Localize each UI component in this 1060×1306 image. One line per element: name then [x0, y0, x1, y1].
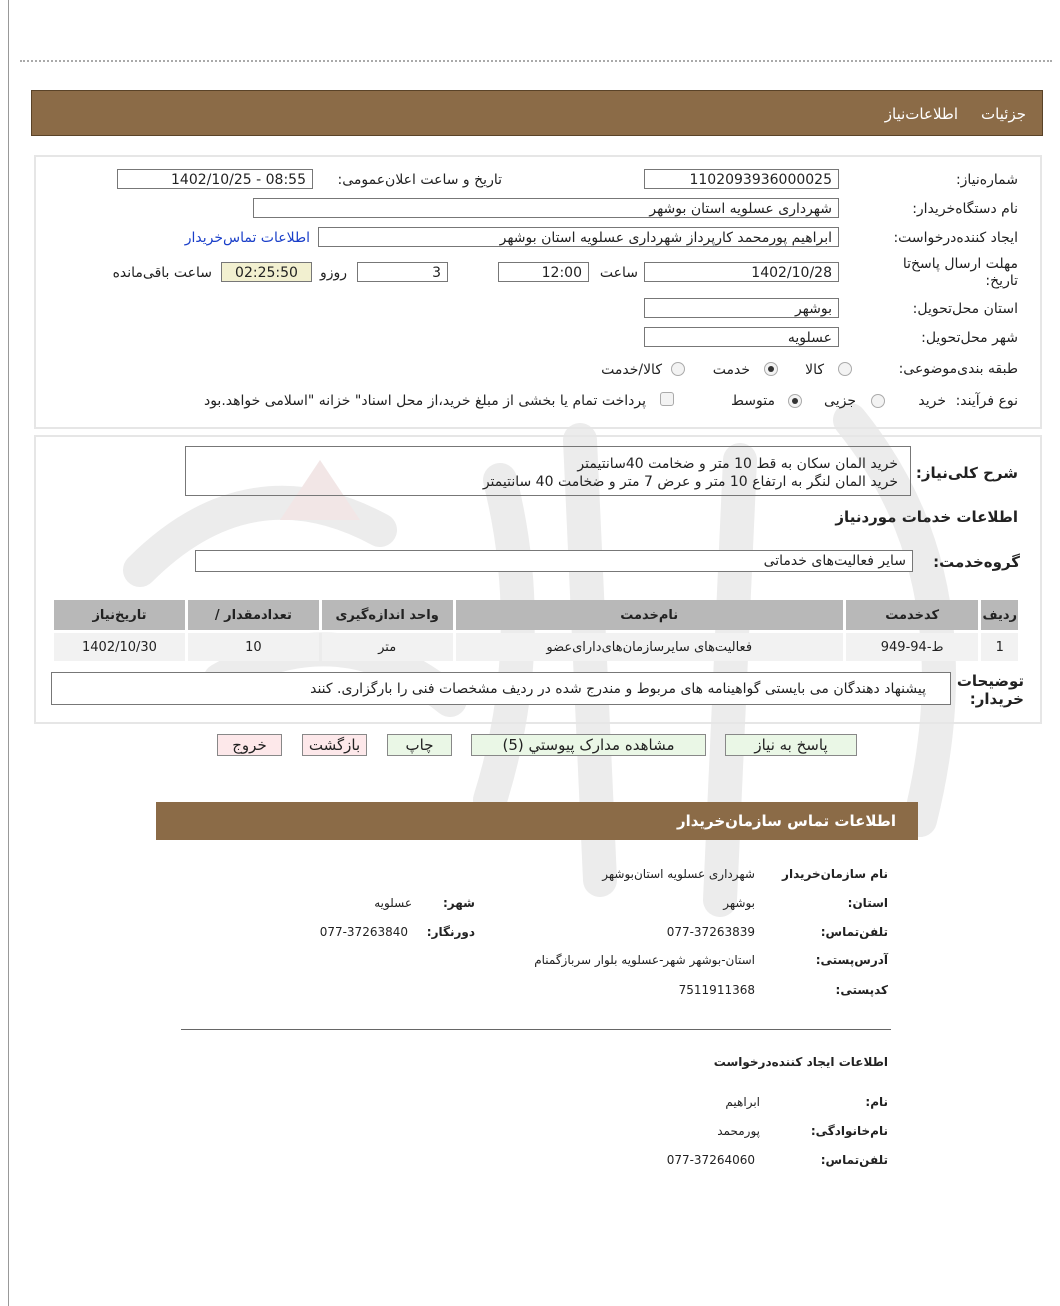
buyer-contact-header: [156, 802, 918, 840]
province-label: استان محل‌تحویل:: [912, 301, 1018, 317]
creator-name-label: نام:: [865, 1095, 888, 1109]
contact-phone-label: تلفن‌تماس:: [820, 925, 888, 939]
buyer-contact-link[interactable]: اطلاعات تماس‌خریدار: [184, 230, 310, 246]
reply-button[interactable]: پاسخ به نیاز: [725, 734, 857, 756]
announce-datetime-field: 1402/10/25 - 08:55: [117, 169, 313, 189]
announce-label: تاریخ و ساعت اعلان‌عمومی:: [337, 172, 502, 188]
category-goods-label: کالا: [805, 362, 824, 378]
contact-city-value: عسلویه: [374, 896, 412, 910]
days-label: روزو: [319, 265, 347, 281]
description-box: [185, 446, 911, 496]
contact-fax-label: دورنگار:: [426, 925, 475, 939]
cell-service-code: ط-94-949: [846, 633, 979, 661]
creator-phone-value: 077-37264060: [666, 1153, 755, 1167]
cell-need-date: 1402/10/30: [54, 633, 185, 661]
process-medium-label: متوسط: [731, 393, 775, 409]
contact-phone-value: 077-37263839: [666, 925, 755, 939]
need-info-panel: [34, 155, 1042, 429]
frame-left-border: [8, 0, 9, 1306]
buyer-contact-title: اطلاعات تماس سازمان‌خریدار: [676, 812, 896, 830]
category-service-radio[interactable]: [764, 362, 778, 376]
creator-field: ابراهیم پورمحمد کارپرداز شهرداری عسلویه استان بوشهر: [318, 227, 839, 247]
category-goods-radio[interactable]: [838, 362, 852, 376]
table-row: [54, 633, 1018, 661]
process-minor-label: جزیی: [824, 393, 856, 409]
org-name-value: شهرداری عسلویه استان‌بوشهر: [602, 867, 755, 881]
deadline-label: مهلت ارسال پاسخ‌تا تاریخ:: [902, 256, 1018, 289]
days-field: 3: [357, 262, 448, 282]
col-header-unit: واحد اندازه‌گیری: [322, 600, 453, 630]
creator-phone-label: تلفن‌تماس:: [820, 1153, 888, 1167]
contact-province-value: بوشهر: [723, 896, 755, 910]
contact-divider: [181, 1029, 891, 1030]
deadline-date-field: 1402/10/28: [644, 262, 839, 282]
page-header-bar: [31, 90, 1043, 136]
province-field: بوشهر: [644, 298, 839, 318]
process-buy-label: خرید: [918, 393, 946, 409]
description-line-2: خرید المان لنگر به ارتفاع 10 متر و عرض 7 متر و ضخامت 40 سانتیمتر: [482, 474, 898, 490]
exit-button[interactable]: خروج: [217, 734, 282, 756]
description-label: شرح کلی‌نیاز:: [915, 464, 1018, 482]
contact-address-value: استان-بوشهر شهر-عسلویه بلوار سرباز‌گمنام: [534, 953, 755, 967]
table-header-row: [54, 600, 1018, 630]
print-button[interactable]: چاپ: [387, 734, 452, 756]
tab-details[interactable]: جزئیات: [981, 105, 1026, 123]
process-medium-radio[interactable]: [788, 394, 802, 408]
contact-postal-value: 7511911368: [678, 983, 755, 997]
creator-info-title: اطلاعات ایجاد کننده‌درخواست: [713, 1055, 888, 1069]
services-table: [51, 597, 1021, 664]
treasury-payment-note: پرداخت تمام یا بخشی از مبلغ خرید،از محل اسناد" خزانه "اسلامی خواهد.بود: [203, 393, 646, 409]
deadline-time-label: ساعت: [599, 265, 638, 281]
contact-address-label: آدرس‌پستی:: [815, 953, 888, 967]
city-label: شهر محل‌تحویل:: [921, 330, 1018, 346]
org-name-label: نام سازمان‌خریدار: [782, 867, 888, 881]
creator-family-label: نام‌خانوادگی:: [810, 1124, 888, 1138]
need-number-field: 1102093936000025: [644, 169, 839, 189]
creator-name-value: ابراهیم: [725, 1095, 760, 1109]
buyer-notes-box: پیشنهاد دهندگان می بایستی گواهینامه های مربوط و مندرج شده در ردیف مشخصات فنی را بارگزاری. کنند: [51, 672, 951, 705]
cell-row-number: 1: [981, 633, 1018, 661]
treasury-payment-checkbox[interactable]: [660, 392, 674, 406]
buyer-org-field: شهرداری عسلویه استان بوشهر: [253, 198, 839, 218]
description-line-1: خرید المان سکان به قط 10 متر و ضخامت 40سانتیمتر: [577, 456, 898, 472]
col-header-service-name: نام‌خدمت: [456, 600, 843, 630]
dotted-separator: [20, 60, 1052, 62]
remaining-time-field: 02:25:50: [221, 262, 312, 282]
cell-unit: متر: [322, 633, 453, 661]
buyer-notes-label: توضیحات خریدار:: [956, 672, 1024, 708]
deadline-time-field: 12:00: [498, 262, 589, 282]
category-label: طبقه بندی‌موضوعی:: [898, 361, 1018, 377]
creator-label: ایجاد کننده‌درخواست:: [893, 230, 1018, 246]
service-group-field: سایر فعالیت‌های خدماتی: [195, 550, 913, 572]
view-attachments-button[interactable]: مشاهده مدارک پیوستي (5): [471, 734, 706, 756]
buyer-org-label: نام دستگاه‌خریدار:: [912, 201, 1018, 217]
contact-postal-label: کدپستی:: [835, 983, 888, 997]
remaining-time-label: ساعت باقی‌مانده: [112, 265, 212, 281]
process-minor-radio[interactable]: [871, 394, 885, 408]
cell-quantity: 10: [188, 633, 319, 661]
contact-province-label: استان:: [847, 896, 888, 910]
services-section-title: اطلاعات خدمات موردنیاز: [835, 508, 1018, 526]
back-button[interactable]: بازگشت: [302, 734, 367, 756]
process-type-label: نوع فرآیند:: [955, 393, 1018, 409]
city-field: عسلویه: [644, 327, 839, 347]
col-header-quantity: تعدادمقدار /: [188, 600, 319, 630]
contact-city-label: شهر:: [443, 896, 475, 910]
service-group-label: گروه‌خدمت:: [933, 553, 1020, 571]
creator-family-value: پورمحمد: [717, 1124, 760, 1138]
col-header-need-date: تاریخ‌نیاز: [54, 600, 185, 630]
col-header-service-code: کدخدمت: [846, 600, 979, 630]
tab-need-info[interactable]: اطلاعات‌نیاز: [884, 105, 958, 123]
category-goods-service-label: کالا/خدمت: [601, 362, 662, 378]
contact-fax-value: 077-37263840: [319, 925, 408, 939]
category-service-label: خدمت: [712, 362, 750, 378]
col-header-row-number: ردیف: [981, 600, 1018, 630]
need-number-label: شماره‌نیاز:: [955, 172, 1018, 188]
cell-service-name: فعالیت‌های سایرسازمان‌های‌دارای‌عضو: [456, 633, 843, 661]
category-goods-service-radio[interactable]: [671, 362, 685, 376]
